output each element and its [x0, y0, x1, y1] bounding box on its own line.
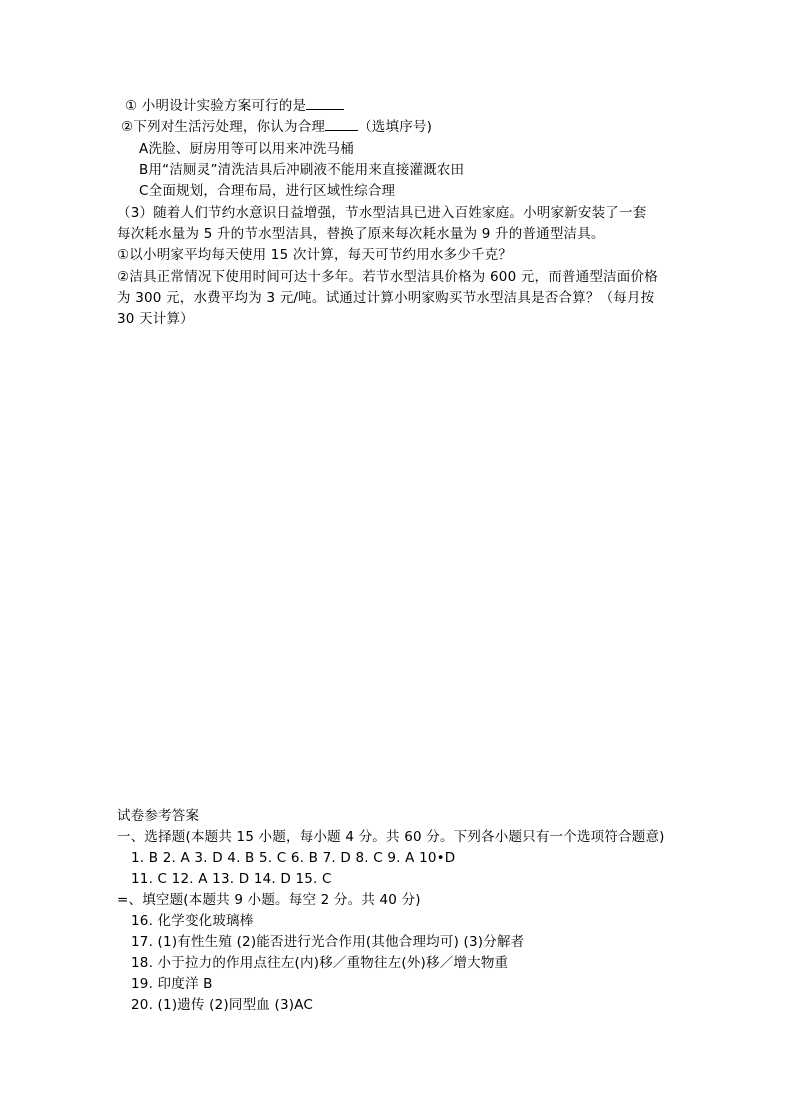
question-1-line — [125, 96, 344, 116]
fill-answer-19: 19. 印度洋 B — [131, 976, 213, 992]
fill-answer-16: 16. 化学变化玻璃棒 — [131, 913, 254, 929]
part3-line-1: （3）随着人们节约水意识日益增强，节水型洁具已进入百姓家庭。小明家新安装了一套 — [117, 205, 647, 221]
question-2-text: ②下列对生活污处理，你认为合理 — [121, 119, 326, 135]
fill-answer-17: 17. (1)有性生殖 (2)能否进行光合作用(其他合理均可) (3)分解者 — [131, 934, 525, 950]
part3-question-1: ①以小明家平均每天使用 15 次计算，每天可节约用水多少千克？ — [117, 247, 513, 263]
choice-answers-row-1: 1. B 2. A 3. D 4. B 5. C 6. B 7. D 8. C 9. A 10•D — [131, 850, 456, 866]
part3-question-2-line-2: 为 300 元，水费平均为 3 元/吨。试通过计算小明家购买节水型洁具是否合算？（每月按 — [117, 290, 655, 306]
answer-key-heading: 试卷参考答案 — [117, 808, 200, 824]
fill-answer-18: 18. 小于拉力的作用点往左(内)移／重物往左(外)移／增大物重 — [131, 955, 509, 971]
question-1-text: ① 小明设计实验方案可行的是 — [125, 98, 307, 114]
section-1-title: 一、选择题(本题共 15 小题，每小题 4 分。共 60 分。下列各小题只有一个选项符合题意) — [117, 829, 665, 845]
fill-answer-20: 20. (1)遗传 (2)同型血 (3)AC — [131, 997, 314, 1013]
answer-blank-1 — [306, 96, 344, 110]
choice-answers-row-2: 11. C 12. A 13. D 14. D 15. C — [131, 871, 332, 887]
option-b: B用“洁厕灵”清洗洁具后冲刷液不能用来直接灌溉农田 — [139, 162, 465, 178]
part3-line-2: 每次耗水量为 5 升的节水型洁具，替换了原来每次耗水量为 9 升的普通型洁具。 — [117, 226, 605, 242]
part3-question-2-line-3: 30 天计算） — [117, 311, 194, 327]
part3-question-2-line-1: ②洁具正常情况下使用时间可达十多年。若节水型洁具价格为 600 元，而普通型洁面价格 — [117, 269, 658, 285]
option-a: A洗脸、厨房用等可以用来冲洗马桶 — [139, 141, 354, 157]
question-2-line — [121, 117, 432, 137]
section-2-title: =、填空题(本题共 9 小题。每空 2 分。共 40 分) — [117, 892, 421, 908]
answer-blank-2 — [325, 117, 358, 131]
option-c: C全面规划，合理布局，进行区域性综合理 — [139, 183, 396, 199]
question-2-suffix: （选填序号) — [358, 119, 433, 135]
